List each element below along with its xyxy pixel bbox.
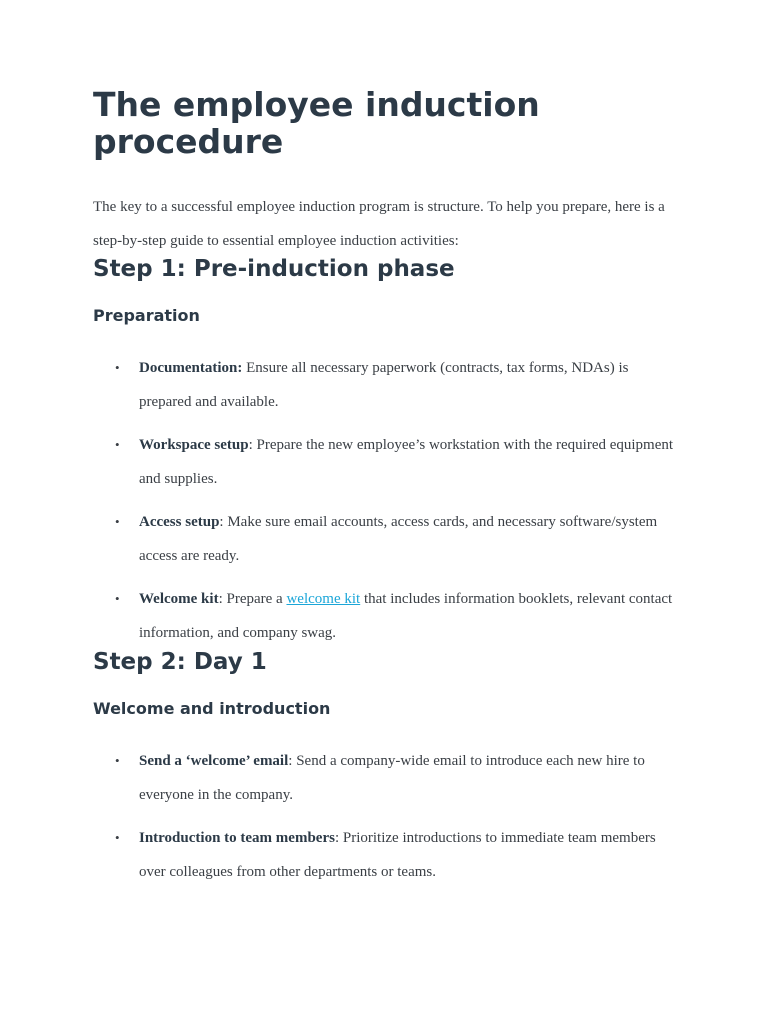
step-1-list: [93, 351, 683, 659]
intro-paragraph: The key to a successful employee induction program is structure. To help you prepare, here is a step-by-step guide to essential employee induction activities:: [93, 199, 665, 249]
welcome-kit-link[interactable]: welcome kit: [286, 591, 361, 607]
item-text-before-link: : Prepare a: [218, 591, 287, 607]
item-label: Access setup: [139, 514, 220, 530]
step-2-subheading: Welcome and introduction: [93, 699, 331, 718]
item-text: : Make sure email accounts, access cards, and necessary software/system access are ready.: [139, 514, 658, 564]
bullet-icon: •: [115, 514, 120, 529]
item-label: Welcome kit: [139, 591, 219, 607]
step-1-subheading: Preparation: [93, 306, 200, 325]
item-label: Workspace setup: [139, 437, 249, 453]
item-text: : Prepare the new employee’s workstation with the required equipment and supplies.: [139, 437, 674, 487]
item-text-after-link: that includes information booklets, relevant contact information, and company swag.: [139, 591, 673, 641]
bullet-icon: •: [115, 360, 120, 375]
item-text: : Send a company-wide email to introduce each new hire to everyone in the company.: [139, 753, 645, 803]
list-item-welcome-email: [93, 744, 683, 812]
item-text: : Prioritize introductions to immediate team members over colleagues from other departments or teams.: [139, 830, 656, 880]
item-label: Introduction to team members: [139, 830, 335, 846]
bullet-icon: •: [115, 830, 120, 845]
step-2-list: [93, 744, 683, 898]
list-item-access-setup: [93, 505, 683, 573]
list-item-workspace-setup: [93, 428, 683, 496]
step-1-heading: Step 1: Pre-induction phase: [93, 256, 455, 282]
item-label: Send a ‘welcome’ email: [139, 753, 289, 769]
item-label: Documentation:: [139, 360, 243, 376]
list-item-team-introduction: [93, 821, 683, 889]
bullet-icon: •: [115, 437, 120, 452]
step-2-heading: Step 2: Day 1: [93, 649, 267, 675]
bullet-icon: •: [115, 591, 120, 606]
item-text: Ensure all necessary paperwork (contracts, tax forms, NDAs) is prepared and available.: [139, 360, 629, 410]
bullet-icon: •: [115, 753, 120, 768]
list-item-documentation: [93, 351, 683, 419]
list-item-welcome-kit: [93, 582, 683, 650]
page-title: The employee induction procedure: [93, 85, 540, 161]
